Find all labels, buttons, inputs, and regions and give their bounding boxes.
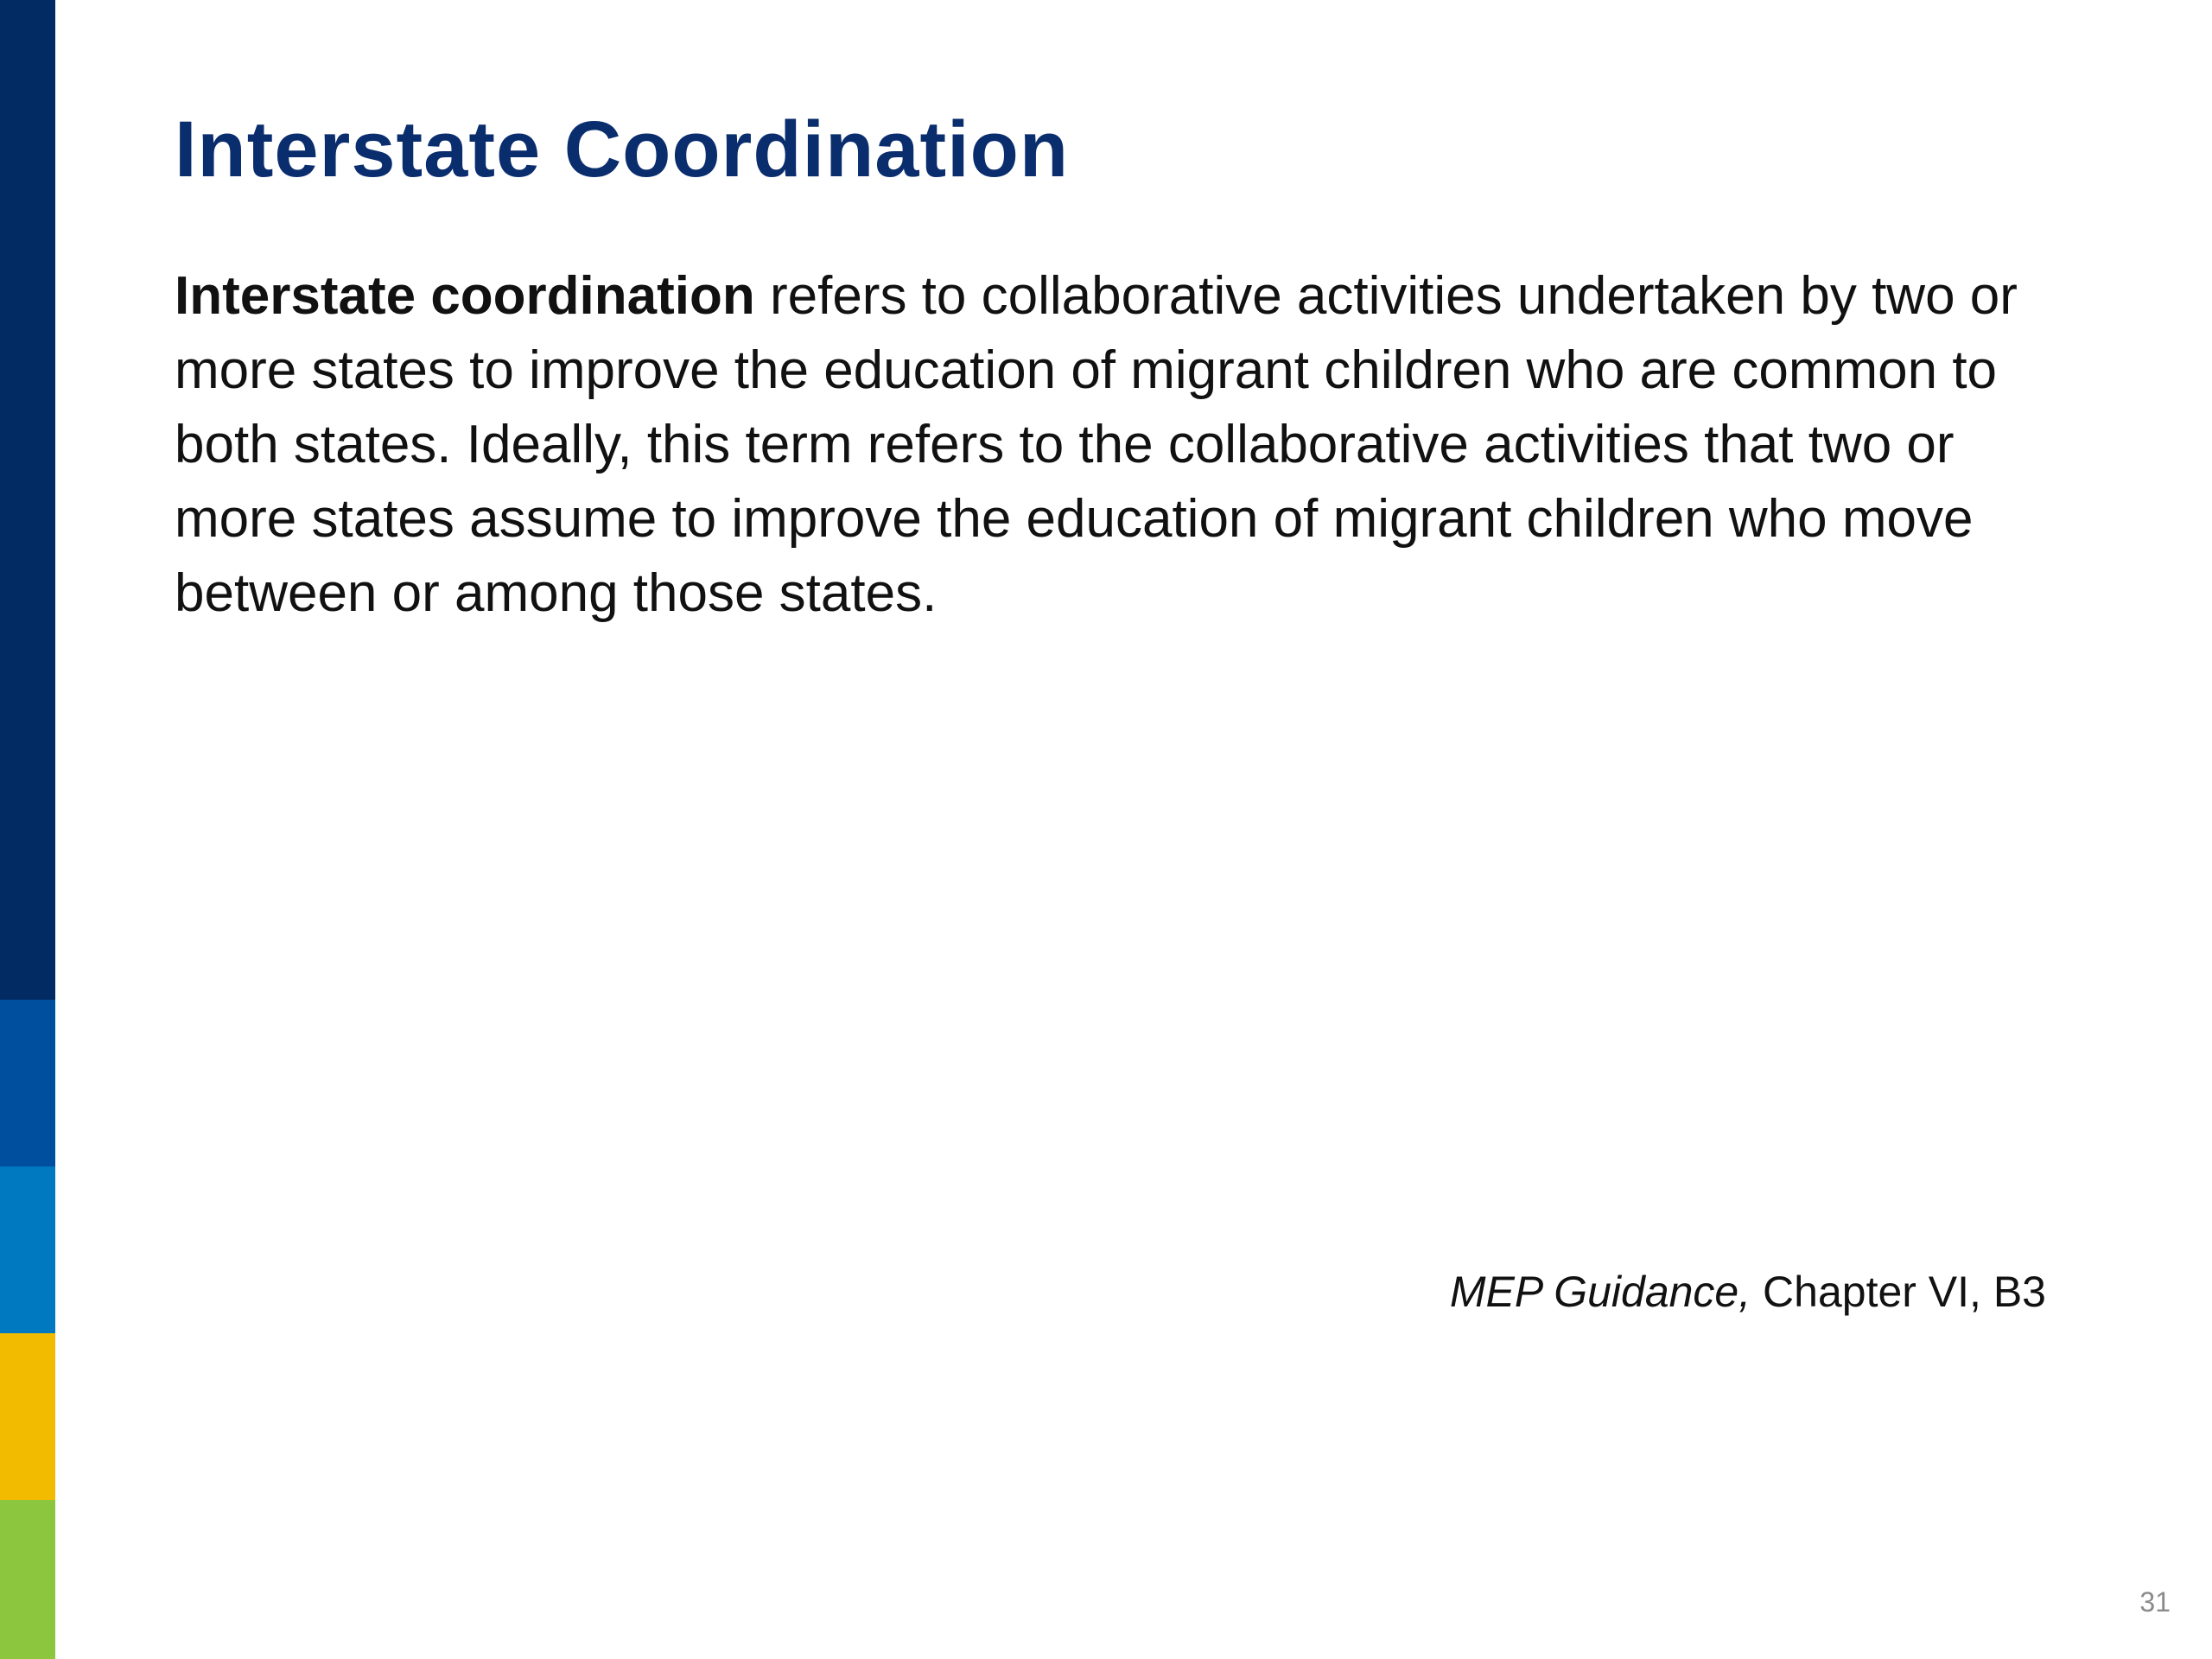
sidebar-stripe-blue xyxy=(0,1000,55,1166)
color-sidebar xyxy=(0,0,55,1659)
page-number: 31 xyxy=(2139,1586,2171,1618)
sidebar-stripe-light-blue xyxy=(0,1166,55,1333)
sidebar-stripe-yellow xyxy=(0,1333,55,1500)
citation xyxy=(1450,1267,2046,1317)
sidebar-stripe-navy xyxy=(0,0,55,1000)
definition-term: Interstate coordination xyxy=(175,266,755,326)
slide-title: Interstate Coordination xyxy=(175,105,1070,194)
definition-text: refers to collaborative activities undertaken by two or more states to improve the education of migrant children who are common to both states. Ideally, this term refers to the collaborative activities that two or more states assume to improve the education of migrant children who move between or among those states. xyxy=(175,266,2018,623)
citation-location: Chapter VI, B3 xyxy=(1751,1268,2046,1316)
sidebar-stripe-green xyxy=(0,1500,55,1659)
definition-paragraph xyxy=(175,259,2058,631)
citation-work: MEP Guidance, xyxy=(1449,1268,1751,1316)
